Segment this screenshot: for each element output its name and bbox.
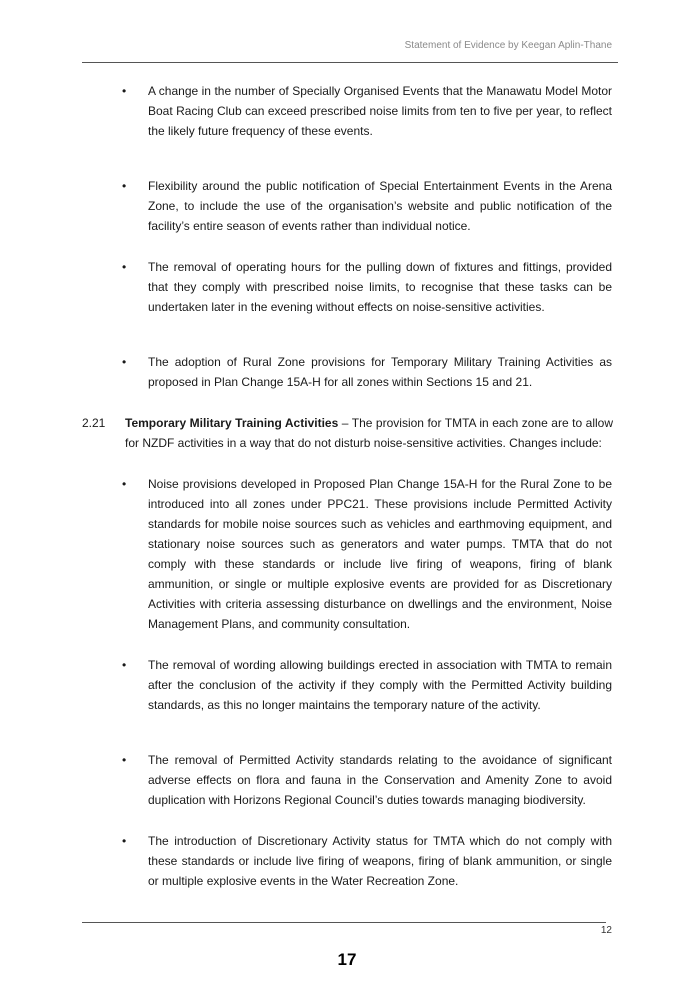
- bullet-item: The removal of operating hours for the pulling down of fixtures and fittings, provided that they comply with prescribed noise limits, to recognise that these tasks can be undertaken later in the evening without effects on noise-sensitive activities.: [148, 260, 612, 314]
- bullet-item: The introduction of Discretionary Activity status for TMTA which do not comply with these standards or include live firing of weapons, firing of blank ammunition, or single or multiple explosive events in the Water Recreation Zone.: [148, 834, 612, 888]
- bullet-marker: •: [122, 753, 127, 767]
- page-number: 12: [600, 925, 612, 936]
- bullet-marker: •: [122, 260, 127, 274]
- section-title: Temporary Military Training Activities: [125, 416, 339, 430]
- bullet-marker: •: [122, 658, 127, 672]
- document-header: Statement of Evidence by Keegan Aplin-Thane: [404, 40, 612, 51]
- section-paragraph: [125, 413, 613, 453]
- bullet-item: Flexibility around the public notification of Special Entertainment Events in the Arena Zone, to include the use of the organisation’s website and public notification of the facility’s entire season of events rather than individual notice.: [148, 179, 612, 233]
- section-body-text: – The provision for TMTA in each zone are to allow for NZDF activities in a way that do not disturb noise-sensitive activities. Changes include:: [125, 416, 613, 450]
- bullet-item: The adoption of Rural Zone provisions for Temporary Military Training Activities as proposed in Plan Change 15A-H for all zones within Sections 15 and 21.: [148, 355, 612, 389]
- section-number: 2.21: [82, 416, 106, 430]
- bullet-marker: •: [122, 355, 127, 369]
- bullet-item: The removal of wording allowing buildings erected in association with TMTA to remain after the conclusion of the activity if they comply with the Permitted Activity building standards, as this no longer maintains the temporary nature of the activity.: [148, 658, 612, 712]
- bundle-page-number: 17: [337, 950, 357, 969]
- footer-divider: [82, 922, 606, 923]
- bullet-marker: •: [122, 84, 127, 98]
- bullet-marker: •: [122, 834, 127, 848]
- header-divider: [82, 62, 618, 63]
- bullet-item: A change in the number of Specially Organised Events that the Manawatu Model Motor Boat Racing Club can exceed prescribed noise limits from ten to five per year, to reflect the likely future frequency of these events.: [148, 84, 612, 138]
- bullet-marker: •: [122, 477, 127, 491]
- bullet-item: The removal of Permitted Activity standards relating to the avoidance of significant adverse effects on flora and fauna in the Conservation and Amenity Zone to avoid duplication with Horizons Regional Council’s duties towards managing biodiversity.: [148, 753, 612, 807]
- bullet-item: Noise provisions developed in Proposed Plan Change 15A-H for the Rural Zone to be introduced into all zones under PPC21. These provisions include Permitted Activity standards for mobile noise sources such as vehicles and earthmoving equipment, and stationary noise sources such as generators and water pumps. TMTA that do not comply with these standards or include live firing of weapons, firing of blank ammunition, or single or multiple explosive events are provided for as Discretionary Activities with criteria assessing disturbance on dwellings and the environment, Noise Management Plans, and community consultation.: [148, 477, 612, 631]
- bullet-marker: •: [122, 179, 127, 193]
